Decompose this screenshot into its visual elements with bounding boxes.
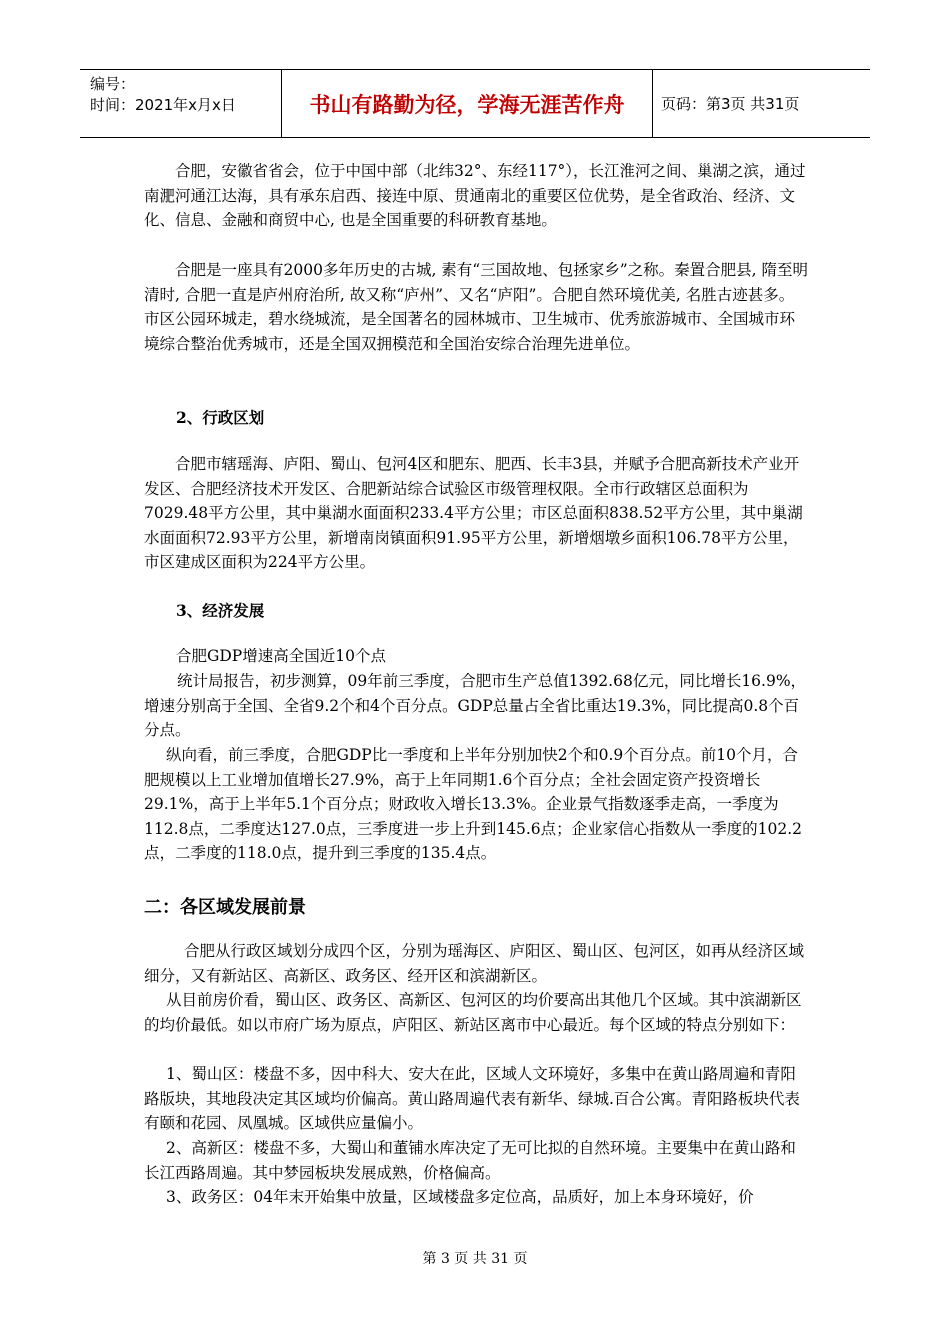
heading-section2: 二：各区域发展前景 bbox=[144, 897, 306, 918]
heading-economy: 3、经济发展 bbox=[176, 601, 265, 620]
heading-admin: 2、行政区划 bbox=[176, 408, 265, 427]
header-motto: 书山有路勤为径，学海无涯苦作舟 bbox=[282, 70, 653, 137]
header-table bbox=[80, 69, 870, 138]
number-label: 编号： bbox=[90, 75, 136, 93]
header-meta bbox=[80, 70, 282, 137]
paragraph-stats: 统计局报告，初步测算，09年前三季度，合肥市生产总值1392.68亿元，同比增长16.9%，增速分别高于全国、全省9.2个和4个百分点。GDP总量占全省比重达19.3%，同比提高0.8个百分点。 bbox=[144, 672, 807, 739]
paragraph-trend: 纵向看，前三季度，合肥GDP比一季度和上半年分别加快2个和0.9个百分点。前10个月，合肥规模以上工业增加值增长27.9%，高于上年同期1.6个百分点；全社会固定资产投资增长29.1%，高于上半年5.1个百分点；财政收入增长13.3%。企业景气指数逐季走高，一季度为112.8点，二季度达127.0点，三季度进一步上升到145.6点；企业家信心指数从一季度的102.2点，二季度的118.0点，提升到三季度的135.4点。 bbox=[144, 746, 802, 862]
paragraph-intro: 合肥，安徽省省会，位于中国中部（北纬32°、东经117°），长江淮河之间、巢湖之滨，通过南淝河通江达海，具有承东启西、接连中原、贯通南北的重要区位优势，是全省政治、经济、文化、信息、金融和商贸中心, 也是全国重要的科研教育基地。 bbox=[144, 162, 806, 229]
date-label: 时间：2021年x月x日 bbox=[90, 96, 236, 114]
header-page-label: 页码：第3页 共31页 bbox=[661, 95, 800, 113]
paragraph-gdp-title: 合肥GDP增速高全国近10个点 bbox=[176, 647, 386, 665]
paragraph-history: 合肥是一座具有2000多年历史的古城, 素有“三国故地、包拯家乡”之称。秦置合肥县, 隋至明清时, 合肥一直是庐州府治所, 故又称“庐州”、又名“庐阳”。合肥自然环境优美, 名胜古迹甚多。市区公园环城走，碧水绕城流，是全国著名的园林城市、卫生城市、优秀旅游城市、全国城市环境综合整治优秀城市，还是全国双拥模范和全国治安综合治理先进单位。 bbox=[144, 261, 809, 353]
paragraph-districts: 合肥从行政区域划分成四个区，分别为瑶海区、庐阳区、蜀山区、包河区，如再从经济区域细分，又有新站区、高新区、政务区、经开区和滨湖新区。 bbox=[144, 942, 805, 985]
paragraph-zhengwu: 3、政务区：04年末开始集中放量，区域楼盘多定位高，品质好，加上本身环境好，价 bbox=[166, 1188, 754, 1206]
paragraph-gaoxin: 2、高新区：楼盘不多，大蜀山和董铺水库决定了无可比拟的自然环境。主要集中在黄山路和长江西路周遍。其中梦园板块发展成熟，价格偏高。 bbox=[144, 1139, 796, 1182]
paragraph-shushan: 1、蜀山区：楼盘不多，因中科大、安大在此，区域人文环境好，多集中在黄山路周遍和青阳路版块，其地段决定其区域均价偏高。黄山路周遍代表有新华、绿城.百合公寓。青阳路板块代表有颐和花园、凤凰城。区域供应量偏小。 bbox=[144, 1065, 800, 1132]
page-footer: 第 3 页 共 31 页 bbox=[422, 1251, 528, 1267]
paragraph-admin: 合肥市辖瑶海、庐阳、蜀山、包河4区和肥东、肥西、长丰3县，并赋予合肥高新技术产业开发区、合肥经济技术开发区、合肥新站综合试验区市级管理权限。全市行政辖区总面积为7029.48平方公里，其中巢湖水面面积233.4平方公里；市区总面积838.52平方公里，其中巢湖水面面积72.93平方公里，新增南岗镇面积91.95平方公里，新增烟墩乡面积106.78平方公里，市区建成区面积为224平方公里。 bbox=[144, 455, 803, 571]
paragraph-prices: 从目前房价看，蜀山区、政务区、高新区、包河区的均价要高出其他几个区域。其中滨湖新区的均价最低。如以市府广场为原点，庐阳区、新站区离市中心最近。每个区域的特点分别如下： bbox=[144, 991, 802, 1034]
